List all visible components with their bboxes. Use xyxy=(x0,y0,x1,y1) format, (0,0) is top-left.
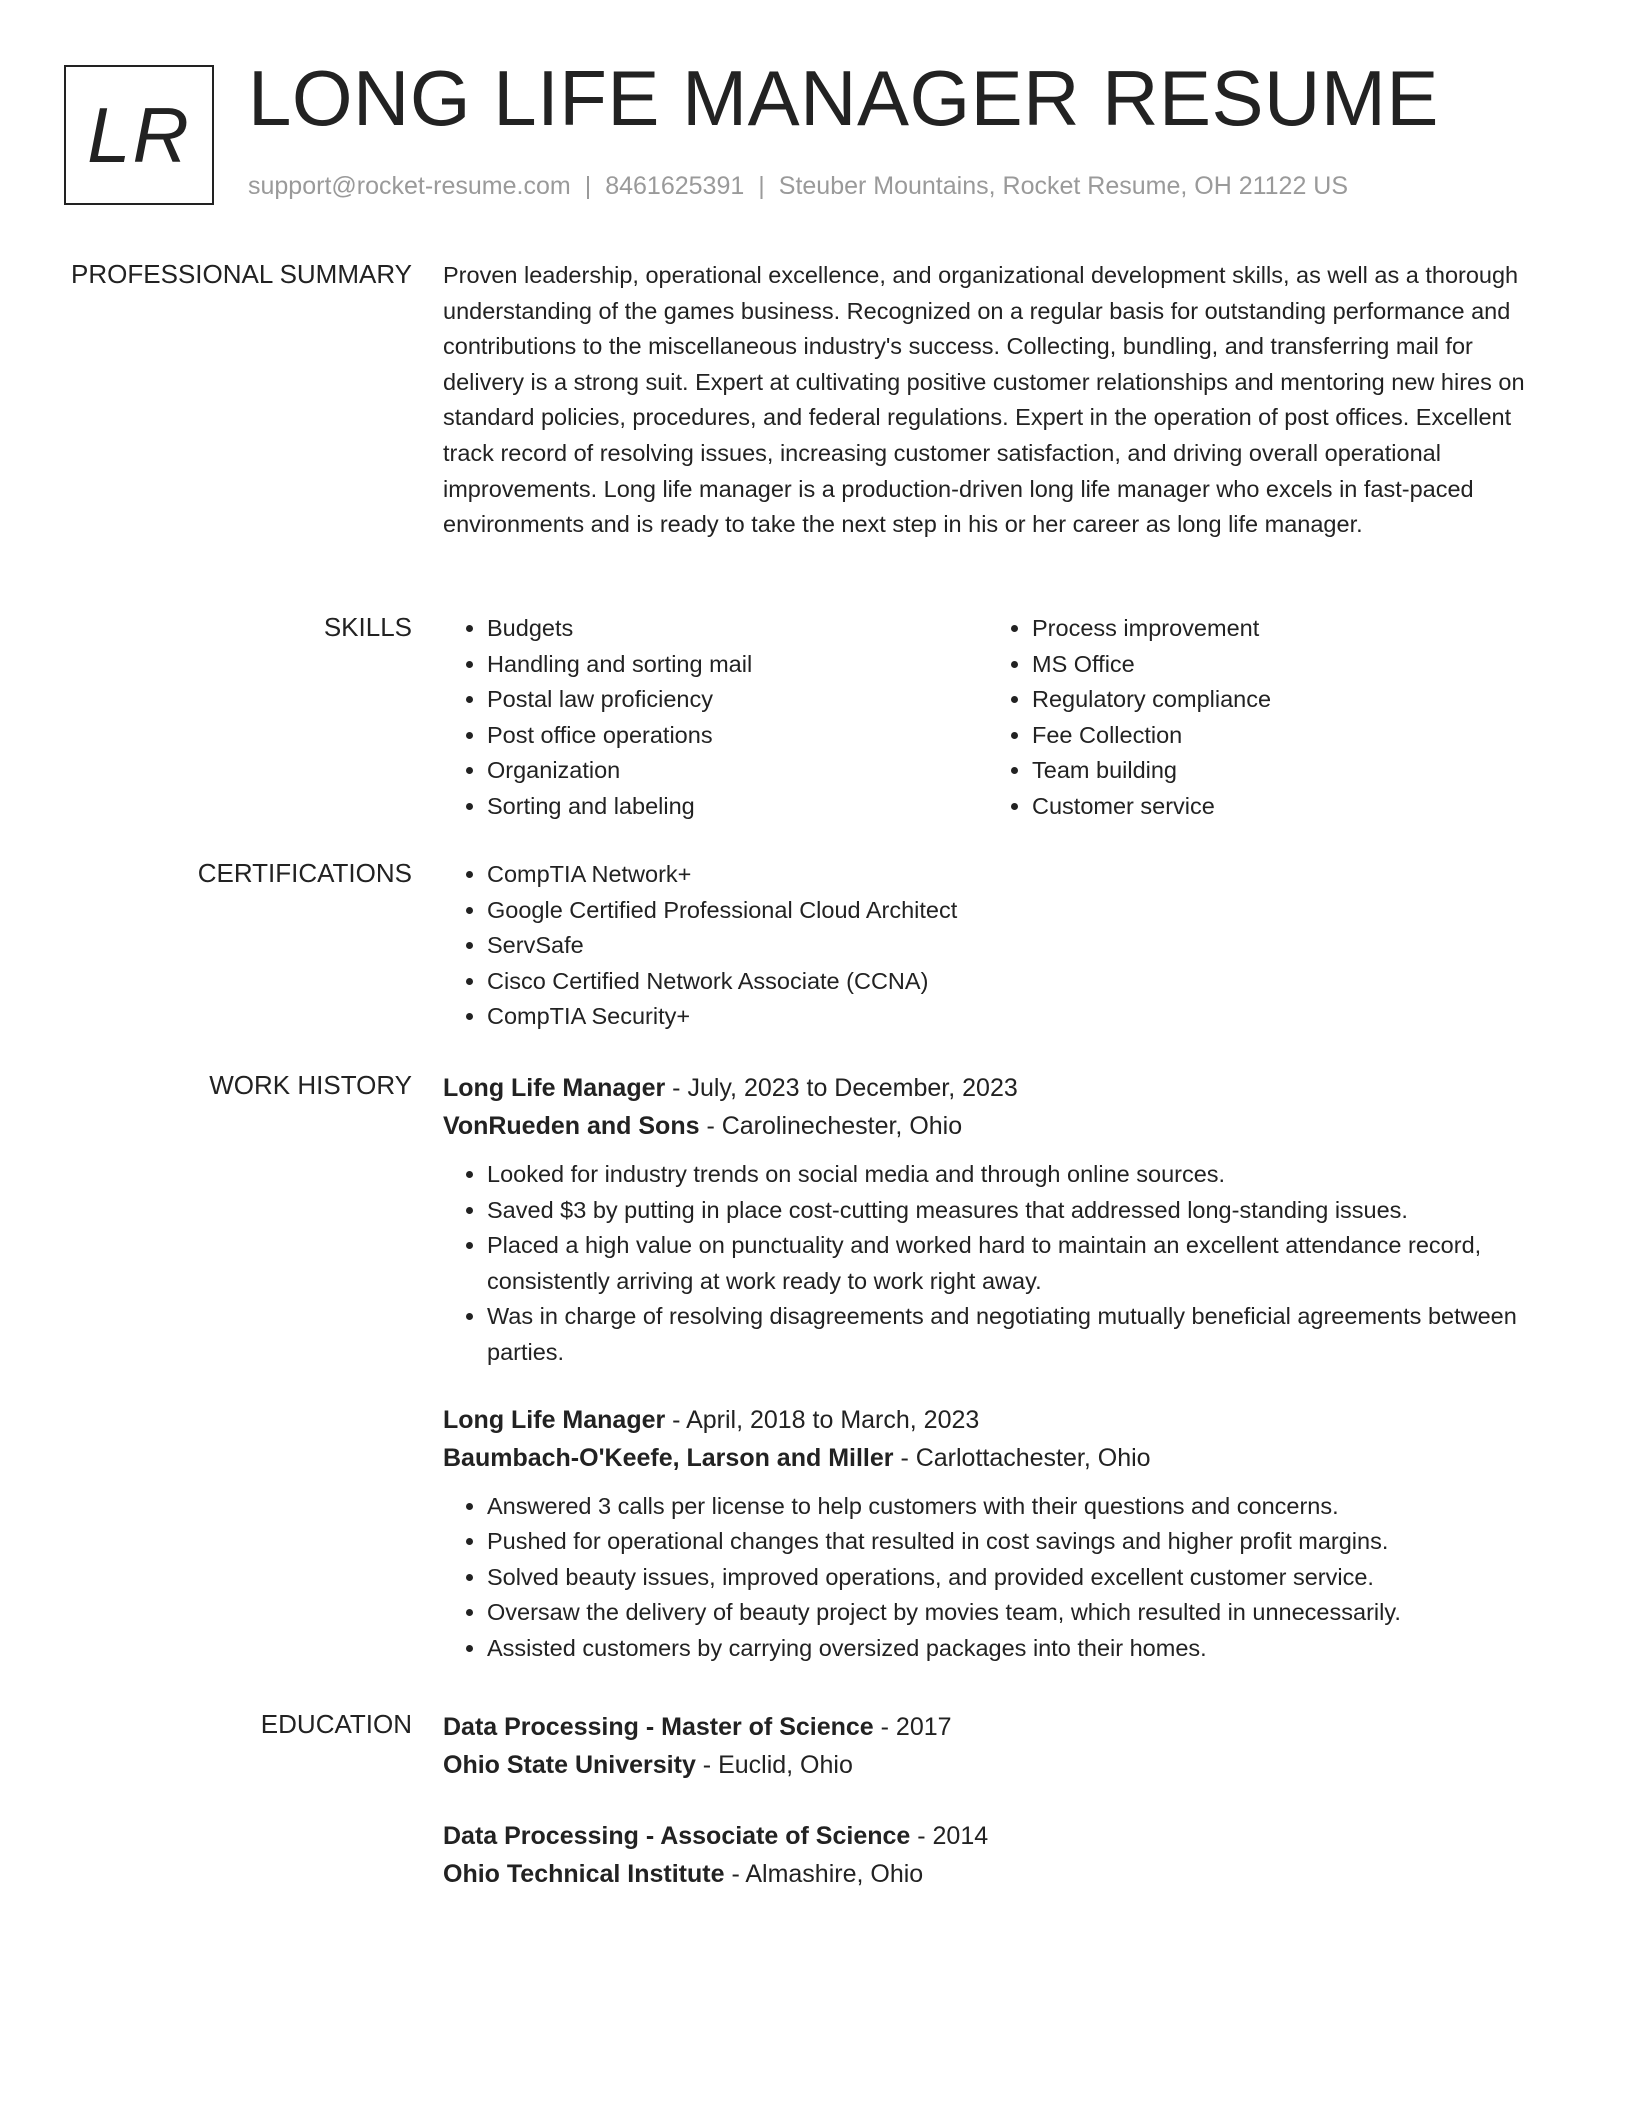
skill-item: • Sorting and labeling xyxy=(487,789,988,825)
job-location: - Carolinechester, Ohio xyxy=(699,1112,963,1140)
job-title: Long Life Manager xyxy=(443,1074,666,1102)
certifications-list xyxy=(443,857,1553,1035)
education-degree: Data Processing - Associate of Science xyxy=(443,1822,911,1850)
education-location: - Euclid, Ohio xyxy=(695,1751,853,1779)
education-degree-line xyxy=(443,1708,1553,1746)
job-dates: - April, 2018 to March, 2023 xyxy=(665,1405,980,1434)
job-entry xyxy=(443,1401,1553,1667)
skills-list-left xyxy=(443,611,988,825)
contact-separator: | xyxy=(758,172,765,200)
skill-item: • Budgets xyxy=(487,611,988,647)
resume-title: LONG LIFE MANAGER RESUME xyxy=(248,54,1439,142)
skills-heading: SKILLS xyxy=(323,612,412,642)
job-bullet: • Was in charge of resolving disagreements and negotiating mutually beneficial agreements between parties. xyxy=(487,1299,1553,1370)
education-school: Ohio Technical Institute xyxy=(443,1860,725,1888)
education-year: - 2017 xyxy=(873,1713,952,1741)
contact-address: Steuber Mountains, Rocket Resume, OH 21122 US xyxy=(778,172,1349,200)
work-history-body xyxy=(443,1069,1553,1697)
certification-item: • ServSafe xyxy=(487,928,1553,964)
certification-item: • CompTIA Network+ xyxy=(487,857,1553,893)
monogram-logo: LR xyxy=(64,65,214,205)
contact-email: support@rocket-resume.com xyxy=(248,172,571,200)
skill-item: • Team building xyxy=(1032,753,1533,789)
skills-body xyxy=(443,611,1553,825)
certification-item: • Cisco Certified Network Associate (CCNA) xyxy=(487,964,1553,1000)
work-history-heading: WORK HISTORY xyxy=(209,1070,412,1100)
job-title: Long Life Manager xyxy=(443,1405,666,1434)
education-entry xyxy=(443,1708,1553,1784)
education-heading: EDUCATION xyxy=(260,1709,412,1739)
job-bullet: • Oversaw the delivery of beauty project by movies team, which resulted in unnecessarily. xyxy=(487,1595,1553,1631)
job-location: - Carlottachester, Ohio xyxy=(893,1443,1151,1472)
certifications-heading: CERTIFICATIONS xyxy=(197,858,412,888)
education-entry xyxy=(443,1817,1553,1893)
education-degree: Data Processing - Master of Science xyxy=(443,1713,874,1741)
job-company-line xyxy=(443,1439,1553,1477)
education-degree-line xyxy=(443,1817,1553,1855)
job-bullet: • Looked for industry trends on social media and through online sources. xyxy=(487,1157,1553,1193)
job-bullet: • Placed a high value on punctuality and worked hard to maintain an excellent attendance record, consistently arriving at work ready to work right away. xyxy=(487,1228,1553,1299)
skill-item: • Fee Collection xyxy=(1032,718,1533,754)
skills-column-right xyxy=(988,611,1533,825)
education-body xyxy=(443,1708,1553,1926)
skill-item: • Process improvement xyxy=(1032,611,1533,647)
job-company: Baumbach-O'Keefe, Larson and Miller xyxy=(443,1443,894,1472)
job-title-line xyxy=(443,1401,1553,1439)
job-company: VonRueden and Sons xyxy=(443,1112,700,1140)
job-bullet: • Assisted customers by carrying oversized packages into their homes. xyxy=(487,1631,1553,1667)
summary-body xyxy=(443,258,1553,543)
job-bullets xyxy=(443,1489,1553,1667)
contact-phone: 8461625391 xyxy=(605,172,745,200)
summary-heading: PROFESSIONAL SUMMARY xyxy=(71,259,412,289)
contact-separator: | xyxy=(584,172,592,200)
education-school: Ohio State University xyxy=(443,1751,696,1779)
education-school-line xyxy=(443,1855,1553,1893)
certification-item: • CompTIA Security+ xyxy=(487,999,1553,1035)
job-title-line xyxy=(443,1069,1553,1107)
certifications-body xyxy=(443,857,1553,1035)
job-bullet: • Answered 3 calls per license to help customers with their questions and concerns. xyxy=(487,1489,1553,1525)
summary-text: Proven leadership, operational excellence, and organizational development skills, as well as a thorough understanding of the games business. Recognized on a regular basis for outstanding performance and contributions to the miscellaneous industry's success. Collecting, bundling, and transferring mail for delivery is a strong suit. Expert at cultivating positive customer relationships and mentoring new hires on standard policies, procedures, and federal regulations. Expert in the operation of post offices. Excellent track record of resolving issues, increasing customer satisfaction, and driving overall operational improvements. Long life manager is a production-driven long life manager who excels in fast-paced environments and is ready to take the next step in his or her career as long life manager. xyxy=(443,262,1525,538)
education-school-line xyxy=(443,1746,1553,1784)
job-bullet: • Solved beauty issues, improved operations, and provided excellent customer service. xyxy=(487,1560,1553,1596)
education-year: - 2014 xyxy=(910,1822,989,1850)
job-company-line xyxy=(443,1107,1553,1145)
skill-item: • Postal law proficiency xyxy=(487,682,988,718)
skill-item: • Regulatory compliance xyxy=(1032,682,1533,718)
job-bullets xyxy=(443,1157,1553,1371)
skills-column-left xyxy=(443,611,988,825)
skill-item: • Post office operations xyxy=(487,718,988,754)
skill-item: • Organization xyxy=(487,753,988,789)
skills-list-right xyxy=(988,611,1533,825)
skill-item: • Handling and sorting mail xyxy=(487,647,988,683)
certification-item: • Google Certified Professional Cloud Architect xyxy=(487,893,1553,929)
skill-item: • Customer service xyxy=(1032,789,1533,825)
job-dates: - July, 2023 to December, 2023 xyxy=(665,1074,1018,1102)
job-bullet: • Saved $3 by putting in place cost-cutting measures that addressed long-standing issues. xyxy=(487,1193,1553,1229)
education-location: - Almashire, Ohio xyxy=(724,1860,924,1888)
job-bullet: • Pushed for operational changes that resulted in cost savings and higher profit margins. xyxy=(487,1524,1553,1560)
contact-line xyxy=(248,172,1348,201)
skill-item: • MS Office xyxy=(1032,647,1533,683)
job-entry xyxy=(443,1069,1553,1371)
